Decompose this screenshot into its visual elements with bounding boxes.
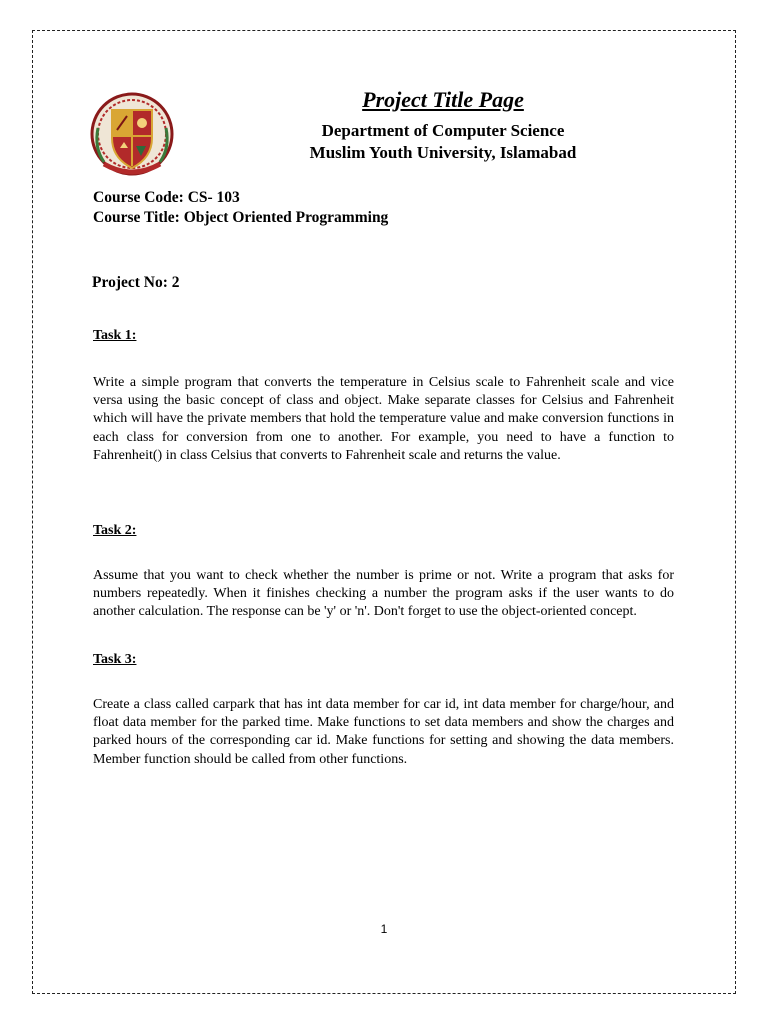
task-3-heading: Task 3: bbox=[93, 652, 137, 667]
task-1-heading: Task 1: bbox=[93, 328, 137, 343]
department-name: Department of Computer Science bbox=[321, 121, 565, 140]
course-title: Course Title: Object Oriented Programming bbox=[93, 209, 389, 226]
task-1-body: Write a simple program that converts the temperature in Celsius scale to Fahrenheit scale and vice versa using the basic concept of class and object. Make separate classes for Celsius and Fahrenheit which will have the private members that hold the temperature value and make conversion functions in each class for conversion from one to another. For example, you need to have a function to Fahrenheit() in class Celsius that converts to Fahrenheit scale and returns the value. bbox=[93, 375, 674, 463]
task-2-heading: Task 2: bbox=[93, 523, 137, 538]
page-title: Project Title Page bbox=[362, 87, 524, 112]
course-code: Course Code: CS- 103 bbox=[93, 189, 240, 206]
task-3-body: Create a class called carpark that has int data member for car id, int data member for charge/hour, and float data member for the parked time. Make functions to set data members and show the charges and parked hours of the corresponding car id. Make functions for setting and showing the data members. Member function should be called from other functions. bbox=[93, 697, 674, 767]
page-number: 1 bbox=[380, 922, 388, 936]
course-info bbox=[93, 188, 388, 228]
title-block bbox=[260, 86, 626, 164]
task-2-body: Assume that you want to check whether the number is prime or not. Write a program that asks for numbers repeatedly. When it finishes checking a number the program asks if the user wants to do another calculation. The response can be 'y' or 'n'. Don't forget to use the object-oriented concept. bbox=[93, 568, 674, 620]
project-number: Project No: 2 bbox=[92, 274, 180, 291]
university-name: Muslim Youth University, Islamabad bbox=[309, 143, 577, 162]
university-crest-logo bbox=[90, 88, 174, 180]
